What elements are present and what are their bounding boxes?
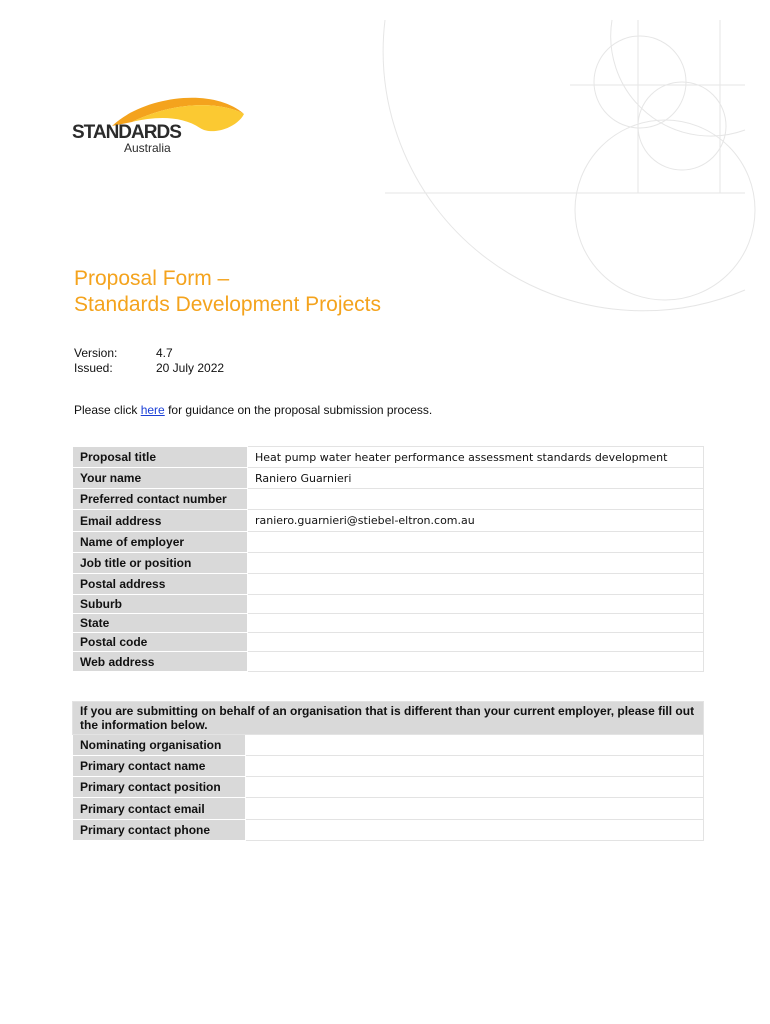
document-meta bbox=[74, 346, 224, 376]
suburb-field[interactable] bbox=[248, 595, 704, 614]
table-row bbox=[73, 553, 704, 574]
nominating-organisation-label: Nominating organisation bbox=[73, 735, 246, 756]
guidance-prefix: Please click bbox=[74, 403, 141, 417]
logo-subtitle: Australia bbox=[124, 141, 171, 155]
job-title-or-position-field[interactable] bbox=[248, 553, 704, 574]
preferred-contact-number-field[interactable] bbox=[248, 489, 704, 510]
guidance-text bbox=[74, 403, 432, 417]
job-title-or-position-label: Job title or position bbox=[73, 553, 248, 574]
table-row bbox=[73, 756, 704, 777]
table-row bbox=[73, 777, 704, 798]
nominating-organisation-field[interactable] bbox=[246, 735, 704, 756]
table-row bbox=[73, 489, 704, 510]
table-row bbox=[73, 532, 704, 553]
postal-address-label: Postal address bbox=[73, 574, 248, 595]
table-row bbox=[73, 614, 704, 633]
email-address-label: Email address bbox=[73, 510, 248, 532]
web-address-label: Web address bbox=[73, 652, 248, 672]
title-line-1: Proposal Form – bbox=[74, 267, 230, 290]
standards-australia-logo bbox=[72, 92, 262, 162]
email-address-field[interactable]: raniero.guarnieri@stiebel-eltron.com.au bbox=[248, 510, 704, 532]
proposal-title-field[interactable]: Heat pump water heater performance assessment standards development bbox=[248, 447, 704, 468]
table-row bbox=[73, 735, 704, 756]
your-name-label: Your name bbox=[73, 468, 248, 489]
organisation-intro-text: If you are submitting on behalf of an organisation that is different than your current employer, please fill out the information below. bbox=[73, 702, 704, 735]
your-name-field[interactable]: Raniero Guarnieri bbox=[248, 468, 704, 489]
web-address-field[interactable] bbox=[248, 652, 704, 672]
table-row bbox=[73, 798, 704, 820]
page-title bbox=[74, 266, 381, 318]
primary-contact-name-label: Primary contact name bbox=[73, 756, 246, 777]
primary-contact-phone-label: Primary contact phone bbox=[73, 820, 246, 841]
primary-contact-phone-field[interactable] bbox=[246, 820, 704, 841]
version-value: 4.7 bbox=[156, 346, 173, 360]
name-of-employer-label: Name of employer bbox=[73, 532, 248, 553]
state-field[interactable] bbox=[248, 614, 704, 633]
title-line-2: Standards Development Projects bbox=[74, 293, 381, 316]
postal-address-field[interactable] bbox=[248, 574, 704, 595]
proposer-details-table bbox=[72, 446, 704, 672]
guidance-link[interactable]: here bbox=[140, 403, 165, 417]
version-row bbox=[74, 346, 224, 361]
proposal-title-label: Proposal title bbox=[73, 447, 248, 468]
postal-code-field[interactable] bbox=[248, 633, 704, 652]
issued-value: 20 July 2022 bbox=[156, 361, 225, 375]
organisation-details-table bbox=[72, 701, 704, 841]
state-label: State bbox=[73, 614, 248, 633]
table-row bbox=[73, 510, 704, 532]
logo-wordmark: STANDARDS bbox=[72, 122, 181, 143]
preferred-contact-number-label: Preferred contact number bbox=[73, 489, 248, 510]
table-row bbox=[73, 447, 704, 468]
table-row bbox=[73, 595, 704, 614]
postal-code-label: Postal code bbox=[73, 633, 248, 652]
organisation-intro-row bbox=[73, 702, 704, 735]
primary-contact-name-field[interactable] bbox=[246, 756, 704, 777]
name-of-employer-field[interactable] bbox=[248, 532, 704, 553]
guidance-suffix: for guidance on the proposal submission process. bbox=[164, 403, 433, 417]
suburb-label: Suburb bbox=[73, 595, 248, 614]
table-row bbox=[73, 574, 704, 595]
primary-contact-email-field[interactable] bbox=[246, 798, 704, 820]
issued-label: Issued: bbox=[74, 361, 113, 375]
issued-row bbox=[74, 361, 224, 376]
table-row bbox=[73, 468, 704, 489]
primary-contact-position-label: Primary contact position bbox=[73, 777, 246, 798]
table-row bbox=[73, 633, 704, 652]
table-row bbox=[73, 820, 704, 841]
version-label: Version: bbox=[74, 346, 118, 360]
primary-contact-email-label: Primary contact email bbox=[73, 798, 246, 820]
table-row bbox=[73, 652, 704, 672]
primary-contact-position-field[interactable] bbox=[246, 777, 704, 798]
